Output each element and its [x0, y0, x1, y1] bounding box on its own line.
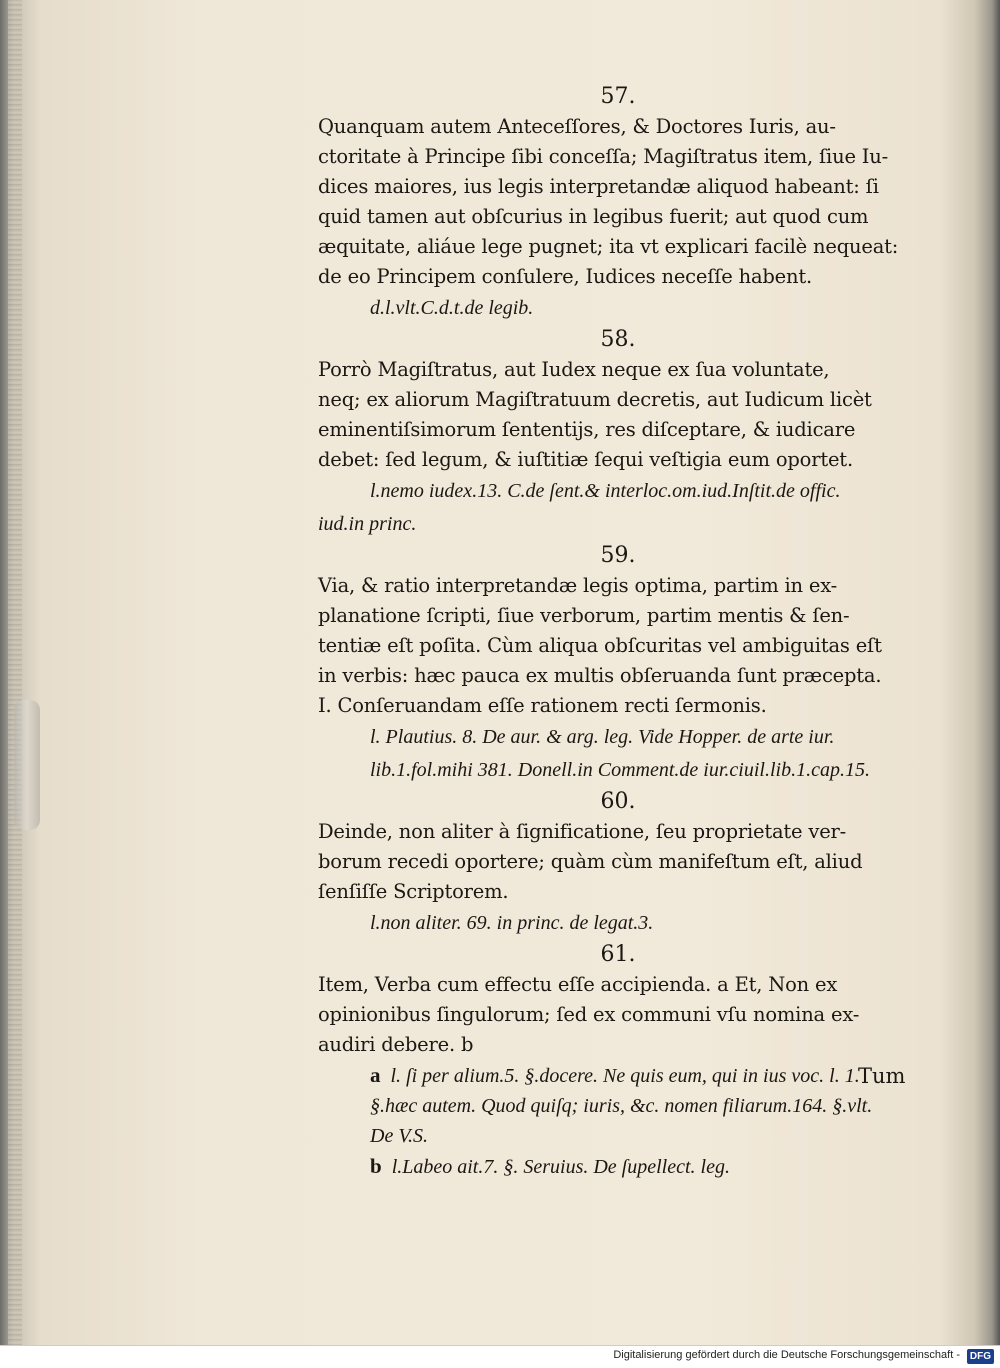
dfg-logo: DFG — [967, 1349, 994, 1364]
text-line: Deinde, non aliter à ſignificatione, ſeu proprietate ver- — [318, 820, 847, 843]
footnote-mark: a — [370, 1063, 381, 1087]
paragraph — [318, 970, 918, 1060]
text-line: Item, Verba cum effectu eſſe accipienda. a Et, Non ex — [318, 973, 838, 996]
page-edge-stack — [8, 0, 22, 1346]
citation-line: l. Plautius. 8. De aur. & arg. leg. Vide Hopper. de arte iur. — [370, 726, 835, 748]
footnote-b — [370, 1151, 918, 1182]
digitization-footer — [0, 1345, 1000, 1368]
text-line: I. Conſeruandam eſſe rationem recti ſermonis. — [318, 694, 767, 717]
footnotes — [318, 1060, 918, 1182]
citation-line: d.l.vlt.C.d.t.de legib. — [370, 297, 534, 319]
page-text — [318, 82, 918, 1182]
text-line: opinionibus ſingulorum; ſed ex communi vſu nomina ex- — [318, 1003, 860, 1026]
footnote-line: l.Labeo ait.7. §. Seruius. De ſupellect. leg. — [391, 1156, 730, 1178]
footnote-line: l. ſi per alium.5. §.docere. Ne quis eum, qui in ius voc. l. 1. — [390, 1065, 860, 1087]
citation — [318, 907, 918, 940]
citation-line: lib.1.fol.mihi 381. Donell.in Comment.de iur.ciuil.lib.1.cap.15. — [370, 759, 870, 781]
text-line: planatione ſcripti, ſiue verborum, partim mentis & ſen- — [318, 604, 850, 627]
paragraph — [318, 817, 918, 907]
section-number: 58. — [600, 327, 636, 352]
footnote-mark: b — [370, 1154, 382, 1178]
text-line: ctoritate à Principe ſibi conceſſa; Magiſtratus item, ſiue Iu- — [318, 145, 889, 168]
page-number: 57. — [600, 84, 636, 109]
text-line: in verbis: hæc pauca ex multis obſeruanda ſunt præcepta. — [318, 664, 882, 687]
paragraph — [318, 112, 918, 292]
text-line: ſenſiſſe Scriptorem. — [318, 880, 509, 903]
text-line: æquitate, aliáue lege pugnet; ita vt explicari facilè nequeat: — [318, 235, 899, 258]
citation — [318, 721, 918, 787]
section-number: 61. — [600, 942, 636, 967]
footnote-line: De V.S. — [370, 1125, 428, 1147]
citation — [318, 475, 918, 541]
citation-line: l.nemo iudex.13. C.de ſent.& interloc.om.iud.Inſtit.de offic. — [370, 480, 841, 502]
text-line: de eo Principem conſulere, Iudices neceſſe habent. — [318, 265, 813, 288]
text-line: Via, & ratio interpretandæ legis optima, partim in ex- — [318, 574, 838, 597]
section-number: 60. — [600, 789, 636, 814]
footnote-a — [370, 1060, 918, 1091]
text-line: debet: ſed legum, & iuſtitiæ ſequi veſtigia eum oportet. — [318, 448, 853, 471]
footer-credit: Digitalisierung gefördert durch die Deutsche Forschungsgemeinschaft - — [613, 1349, 960, 1361]
citation-line: iud.in princ. — [318, 513, 417, 535]
citation — [318, 292, 918, 325]
text-line: quid tamen aut obſcurius in legibus fuerit; aut quod cum — [318, 205, 869, 228]
text-line: borum recedi oportere; quàm cùm manifeſtum eſt, aliud — [318, 850, 863, 873]
text-line: audiri debere. b — [318, 1033, 474, 1056]
text-line: Porrò Magiſtratus, aut Iudex neque ex ſua voluntate, — [318, 358, 830, 381]
citation-line: l.non aliter. 69. in princ. de legat.3. — [370, 912, 654, 934]
text-line: dices maiores, ius legis interpretandæ aliquod habeant: ſi — [318, 175, 879, 198]
text-line: eminentiſsimorum ſententijs, res diſceptare, & iudicare — [318, 418, 856, 441]
footnote-line: §.hæc autem. Quod quiſq; iuris, &c. nomen filiarum.164. §.vlt. — [370, 1095, 873, 1117]
text-line: Quanquam autem Anteceſſores, & Doctores Iuris, au- — [318, 115, 836, 138]
text-line: neq; ex aliorum Magiſtratuum decretis, aut Iudicum licèt — [318, 388, 872, 411]
paragraph — [318, 355, 918, 475]
catchword: Tum — [858, 1064, 906, 1088]
section-number: 59. — [600, 543, 636, 568]
paragraph — [318, 571, 918, 721]
binding-clip — [14, 700, 40, 830]
text-line: tentiæ eſt poſita. Cùm aliqua obſcuritas vel ambiguitas eſt — [318, 634, 882, 657]
